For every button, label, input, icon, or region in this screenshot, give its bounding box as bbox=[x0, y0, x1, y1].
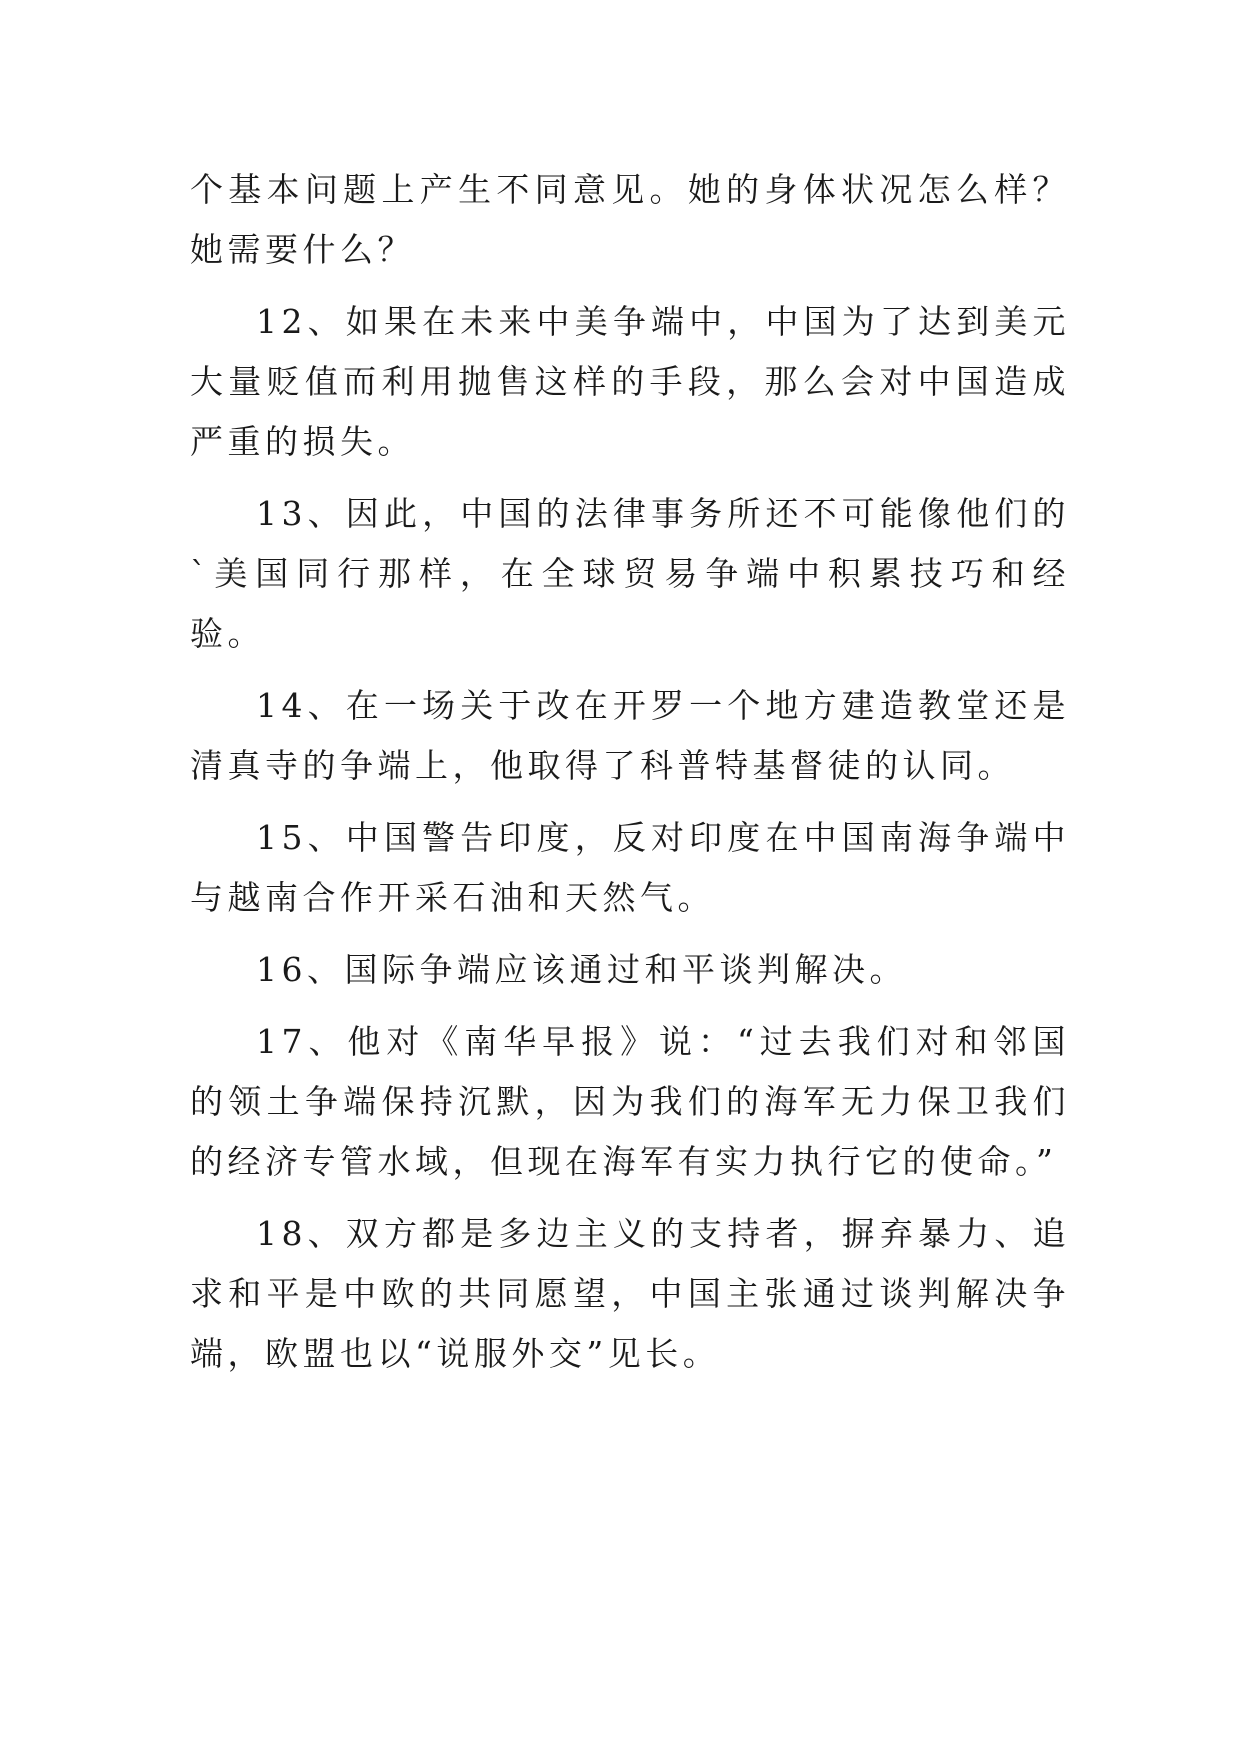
paragraph-item-17: 17、他对《南华早报》说：“过去我们对和邻国的领土争端保持沉默，因为我们的海军无力保卫我们的经济专管水域，但现在海军有实力执行它的使命。” bbox=[190, 1022, 1070, 1181]
paragraph-item-13: 13、因此，中国的法律事务所还不可能像他们的`美国同行那样，在全球贸易争端中积累技巧和经验。 bbox=[190, 494, 1070, 653]
paragraph-item-15: 15、中国警告印度，反对印度在中国南海争端中与越南合作开采石油和天然气。 bbox=[190, 818, 1070, 917]
paragraph-item-18: 18、双方都是多边主义的支持者，摒弃暴力、追求和平是中欧的共同愿望，中国主张通过谈判解决争端，欧盟也以“说服外交”见长。 bbox=[190, 1214, 1070, 1373]
paragraph-item-14: 14、在一场关于改在开罗一个地方建造教堂还是清真寺的争端上，他取得了科普特基督徒的认同。 bbox=[190, 686, 1070, 785]
document-body bbox=[190, 160, 1070, 1396]
paragraph-continuation: 个基本问题上产生不同意见。她的身体状况怎么样？她需要什么？ bbox=[190, 170, 1070, 269]
paragraph-item-16: 16、国际争端应该通过和平谈判解决。 bbox=[256, 950, 907, 989]
paragraph-item-12: 12、如果在未来中美争端中，中国为了达到美元大量贬值而利用抛售这样的手段，那么会对中国造成严重的损失。 bbox=[190, 302, 1070, 461]
